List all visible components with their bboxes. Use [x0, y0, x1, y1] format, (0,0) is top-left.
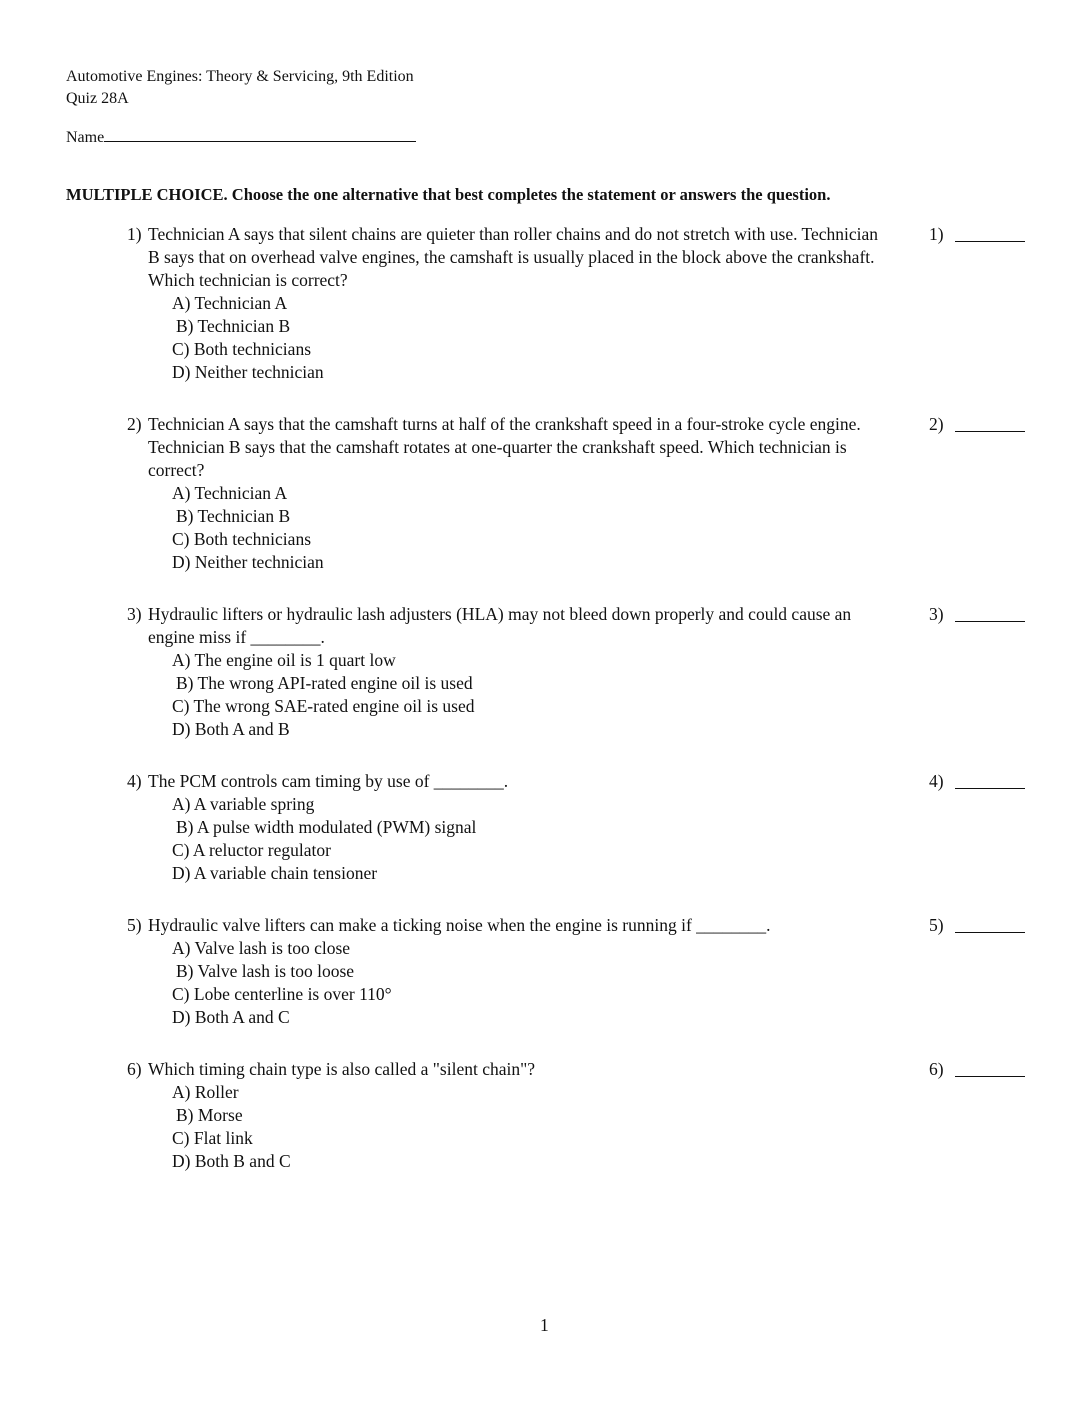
question-number: 2)	[127, 414, 142, 434]
answer-line	[955, 621, 1025, 622]
question-text: The PCM controls cam timing by use of ________.	[148, 771, 509, 791]
answer-number: 3)	[929, 604, 944, 624]
answer-option[interactable]: C) A reluctor regulator	[172, 840, 331, 860]
answer-option[interactable]: A) Roller	[172, 1082, 239, 1102]
answer-option[interactable]: A) The engine oil is 1 quart low	[172, 650, 396, 670]
answer-number: 1)	[929, 224, 944, 244]
answer-line	[955, 431, 1025, 432]
question-4	[127, 770, 944, 885]
question-stem	[127, 914, 927, 937]
answer-option[interactable]: A) Technician A	[172, 483, 288, 503]
answer-line	[955, 1076, 1025, 1077]
answer-option[interactable]: A) Technician A	[172, 293, 288, 313]
answer-line	[955, 788, 1025, 789]
question-stem	[127, 1058, 927, 1081]
question-2	[127, 413, 944, 574]
instructions: MULTIPLE CHOICE. Choose the one alternative that best completes the statement or answers the question.	[66, 185, 831, 204]
question-stem	[127, 603, 927, 649]
document-title: Automotive Engines: Theory & Servicing, 9th Edition	[66, 68, 414, 85]
answer-option[interactable]: B) A pulse width modulated (PWM) signal	[176, 817, 477, 837]
answer-number: 4)	[929, 771, 944, 791]
answer-option[interactable]: A) A variable spring	[172, 794, 315, 814]
name-label: Name	[66, 129, 105, 146]
answer-blank[interactable]	[929, 914, 1025, 937]
answer-option[interactable]: D) Both A and B	[172, 719, 290, 739]
answer-blank[interactable]	[929, 413, 1025, 436]
answer-option[interactable]: C) Lobe centerline is over 110°	[172, 984, 392, 1004]
answer-option[interactable]: B) Valve lash is too loose	[176, 961, 355, 981]
answer-option[interactable]: B) Technician B	[176, 316, 291, 336]
answer-option[interactable]: D) Both A and C	[172, 1007, 290, 1027]
question-number: 5)	[127, 915, 142, 935]
answer-option[interactable]: C) The wrong SAE-rated engine oil is used	[172, 696, 475, 716]
question-stem	[127, 413, 927, 482]
question-text: Technician A says that the camshaft turns at half of the crankshaft speed in a four-stroke cycle engine. Technician B says that the camshaft rotates at one-quarter the crankshaft speed. Which technician is correct?	[148, 414, 861, 480]
question-1	[127, 223, 944, 384]
answer-line	[955, 241, 1025, 242]
answer-number: 2)	[929, 414, 944, 434]
question-5	[127, 914, 944, 1029]
answer-option[interactable]: D) Neither technician	[172, 552, 324, 572]
answer-option[interactable]: B) Technician B	[176, 506, 291, 526]
question-text: Technician A says that silent chains are quieter than roller chains and do not stretch with use. Technician B says that on overhead valve engines, the camshaft is usually placed in the block above the crankshaft. Which technician is correct?	[148, 224, 879, 290]
answer-line	[955, 932, 1025, 933]
name-blank-line	[104, 124, 416, 142]
answer-blank[interactable]	[929, 770, 1025, 793]
question-3	[127, 603, 944, 741]
page-number: 1	[540, 1315, 549, 1335]
question-number: 3)	[127, 604, 142, 624]
question-stem	[127, 223, 927, 292]
question-text: Hydraulic valve lifters can make a ticking noise when the engine is running if ________.	[148, 915, 771, 935]
answer-blank[interactable]	[929, 1058, 1025, 1081]
question-number: 6)	[127, 1059, 142, 1079]
answer-option[interactable]: B) The wrong API-rated engine oil is used	[176, 673, 473, 693]
answer-number: 6)	[929, 1059, 944, 1079]
answer-option[interactable]: D) Neither technician	[172, 362, 324, 382]
question-text: Which timing chain type is also called a "silent chain"?	[148, 1059, 536, 1079]
answer-option[interactable]: D) A variable chain tensioner	[172, 863, 378, 883]
answer-blank[interactable]	[929, 603, 1025, 626]
answer-option[interactable]: C) Both technicians	[172, 339, 312, 359]
answer-blank[interactable]	[929, 223, 1025, 246]
answer-option[interactable]: C) Flat link	[172, 1128, 253, 1148]
answer-option[interactable]: B) Morse	[176, 1105, 243, 1125]
question-text: Hydraulic lifters or hydraulic lash adjusters (HLA) may not bleed down properly and could cause an engine miss if ________.	[148, 604, 852, 647]
answer-number: 5)	[929, 915, 944, 935]
question-6	[127, 1058, 944, 1173]
question-number: 1)	[127, 224, 142, 244]
answer-option[interactable]: A) Valve lash is too close	[172, 938, 351, 958]
question-number: 4)	[127, 771, 142, 791]
question-stem	[127, 770, 927, 793]
quiz-label: Quiz 28A	[66, 90, 129, 107]
answer-option[interactable]: C) Both technicians	[172, 529, 312, 549]
name-field	[66, 124, 416, 147]
answer-option[interactable]: D) Both B and C	[172, 1151, 291, 1171]
